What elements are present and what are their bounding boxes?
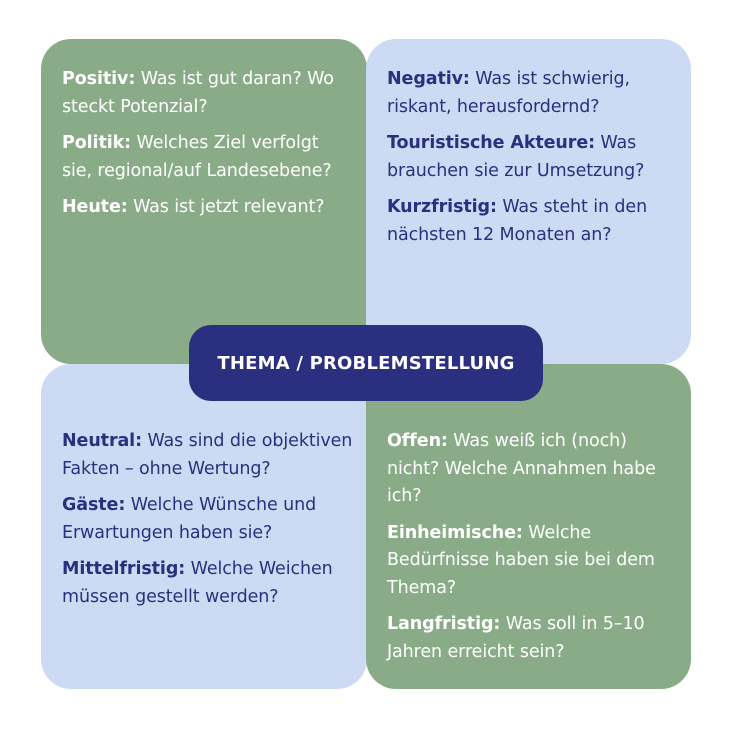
item-term: Neutral: [62, 431, 142, 451]
item-text: Welches Ziel verfolgt sie, regional/auf Landesebene? [62, 133, 332, 181]
item-offen [387, 428, 677, 511]
item-term: Heute: [62, 197, 128, 217]
quadrant-negativ [366, 39, 691, 364]
item-text: Was ist schwierig, riskant, herausfordernd? [387, 69, 630, 117]
item-text: Was ist gut daran? Wo steckt Potenzial? [62, 69, 334, 117]
quadrant-positiv [41, 39, 367, 364]
item-kurzfristig [387, 194, 677, 249]
center-topic-text: THEMA / PROBLEMSTELLUNG [217, 352, 515, 374]
item-text: Was weiß ich (noch) nicht? Welche Annahmen habe ich? [387, 431, 656, 506]
item-term: Positiv: [62, 69, 136, 89]
item-text: Was soll in 5–10 Jahren erreicht sein? [387, 614, 645, 662]
item-heute [62, 194, 353, 222]
item-term: Negativ: [387, 69, 470, 89]
item-term: Einheimische: [387, 522, 523, 543]
item-text: Was brauchen sie zur Umsetzung? [387, 133, 645, 181]
item-term: Langfristig: [387, 614, 501, 634]
quadrant-neutral [41, 364, 367, 689]
item-term: Mittelfristig: [62, 559, 186, 579]
item-mittelfristig [62, 556, 353, 611]
item-langfristig [387, 611, 677, 666]
item-text: Was sind die objektiven Fakten – ohne Wertung? [62, 431, 353, 479]
item-term: Touristische Akteure: [387, 133, 595, 153]
item-term: Kurzfristig: [387, 197, 497, 217]
item-negativ [387, 66, 677, 121]
item-text: Was ist jetzt relevant? [127, 197, 325, 217]
item-term: Politik: [62, 133, 132, 153]
item-positiv [62, 66, 353, 121]
item-politik [62, 130, 353, 185]
item-einheimische [387, 520, 677, 603]
item-neutral [62, 428, 353, 483]
item-term: Gäste: [62, 495, 126, 515]
item-text: Welche Wünsche und Erwartungen haben sie? [62, 495, 317, 543]
item-text: Was steht in den nächsten 12 Monaten an? [387, 197, 648, 245]
item-text: Welche Bedürfnisse haben sie bei dem Thema? [387, 522, 655, 598]
item-text: Welche Weichen müssen gestellt werden? [62, 559, 333, 607]
item-gaeste [62, 492, 353, 547]
quadrant-offen [366, 364, 691, 689]
item-touristische-akteure [387, 130, 677, 185]
center-topic-label [189, 325, 543, 401]
item-term: Offen: [387, 431, 448, 451]
